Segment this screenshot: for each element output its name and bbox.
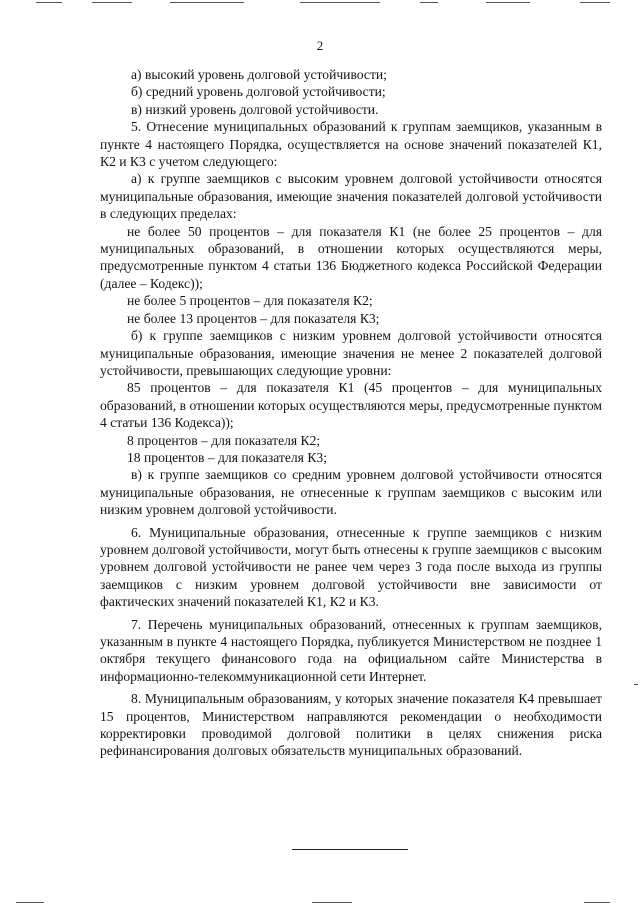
paragraph-7: 7. Перечень муниципальных образований, отнесенных к группам заемщиков, указанным в пункте 4 настоящего Порядка, публикуется Министерством не позднее 1 октября текущего финансового года на официальном сайте Министерства в информационно-телекоммуникационной сети Интернет. [100, 616, 602, 684]
scan-edge-line [16, 902, 44, 903]
page-number: 2 [316, 38, 324, 53]
scan-edge-line [420, 2, 438, 3]
paragraph-5b: б) к группе заемщиков с низким уровнем долговой устойчивости относятся муниципальные образования, имеющие значения не менее 2 показателей долговой устойчивости, превышающих следующие уровни: [100, 328, 602, 378]
paragraph-5b-k1: 85 процентов – для показателя К1 (45 процентов – для муниципальных образований, в отношении которых осуществляются меры, предусмотренные пунктом 4 статьи 136 Кодекса)); [100, 380, 602, 431]
scan-edge-line [312, 902, 352, 903]
list-item-c: в) низкий уровень долговой устойчивости. [131, 101, 379, 117]
paragraph-5c: в) к группе заемщиков со средним уровнем долговой устойчивости относятся муниципальные образования, не отнесенные к группам заемщиков с высоким или низким уровнем долговой устойчивости. [100, 467, 602, 518]
paragraph-6: 6. Муниципальные образования, отнесенные к группе заемщиков с низким уровнем долговой устойчивости, могут быть отнесены к группе заемщиков с высоким уровнем долговой устойчивости не ранее чем через 3 года после выхода из группы заемщиков с низким уровнем долговой устойчивости вне зависимости от фактических значений показателей К1, К2 и К3. [100, 524, 602, 610]
paragraph-5a-k3: не более 13 процентов – для показателя К3; [127, 310, 380, 326]
list-item-b: б) средний уровень долговой устойчивости; [131, 84, 386, 100]
list-item-a: а) высокий уровень долговой устойчивости; [131, 67, 387, 82]
paragraph-5a: а) к группе заемщиков с высоким уровнем долговой устойчивости относятся муниципальные образования, имеющие значения показателей долговой устойчивости в следующих пределах: [100, 171, 602, 222]
paragraph-5b-k3: 18 процентов – для показателя К3; [127, 449, 327, 465]
paragraph-5a-k1: не более 50 процентов – для показателя К1 (не более 25 процентов – для муниципальных образований, в отношении которых осуществляются меры, предусмотренные пунктом 4 статьи 136 Бюджетного кодекса Российской Федерации (далее – Кодекс)); [100, 223, 602, 291]
paragraph-5: 5. Отнесение муниципальных образований к группам заемщиков, указанным в пункте 4 настоящего Порядка, осуществляется на основе значений показателей К1, К2 и К3 с учетом следующего: [100, 119, 602, 170]
paragraph-5b-k2: 8 процентов – для показателя К2; [127, 432, 321, 448]
scan-edge-line [580, 2, 610, 3]
scan-edge-line [92, 2, 132, 3]
scan-edge-line [486, 2, 530, 3]
end-separator-line [292, 849, 408, 850]
paragraph-5a-k2: не более 5 процентов – для показателя К2; [127, 293, 373, 309]
document-body [100, 66, 602, 760]
scan-edge-line [36, 2, 62, 3]
scan-edge-line [300, 2, 380, 3]
scan-edge-line [170, 2, 244, 3]
scan-edge-line [584, 902, 610, 903]
scan-mark [634, 684, 638, 685]
paragraph-8: 8. Муниципальным образованиям, у которых значение показателя К4 превышает 15 процентов, Министерством направляются рекомендации о необходимости корректировки проводимой долговой политики в целях снижения риска рефинансирования долговых обязательств муниципальных образований. [100, 691, 602, 759]
